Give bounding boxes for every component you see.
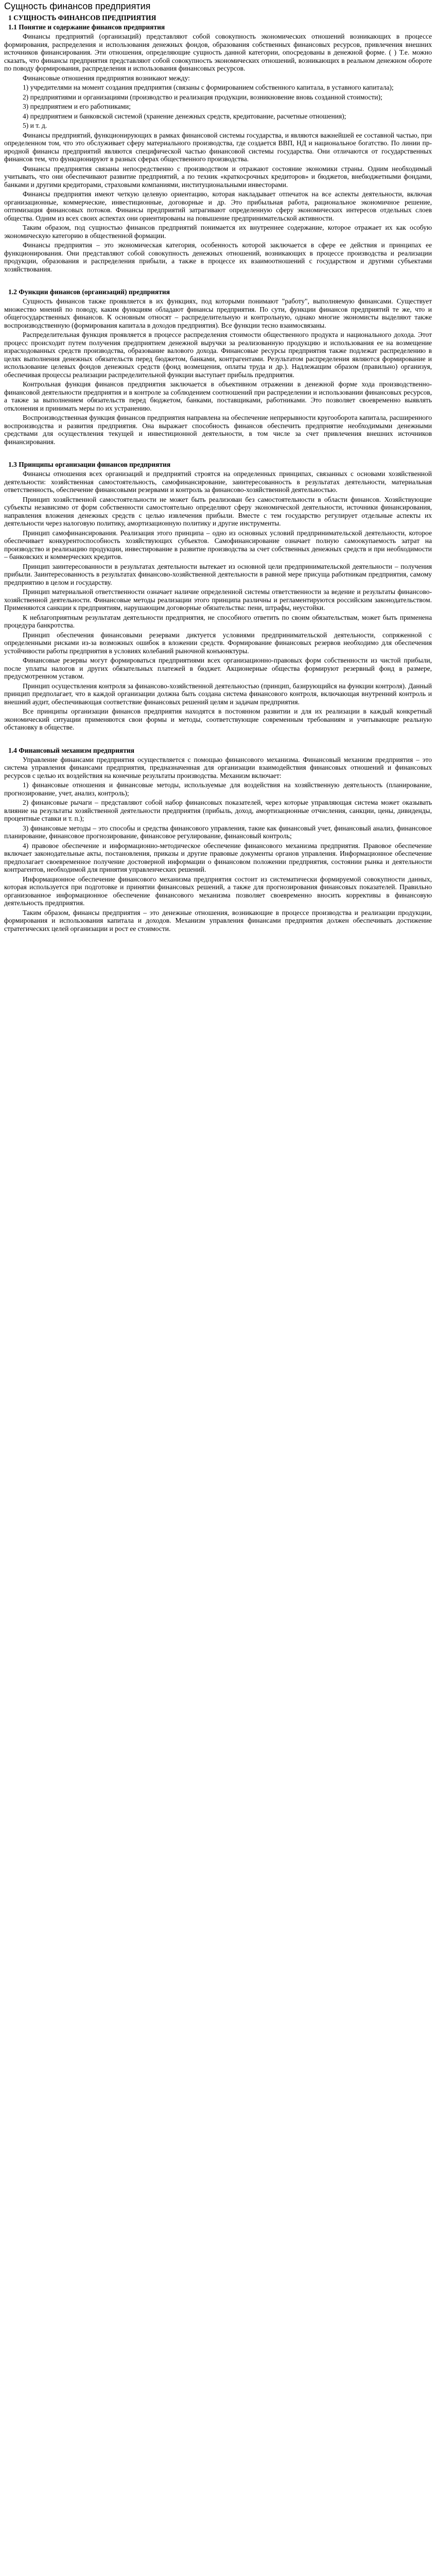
section-spacer — [4, 733, 432, 747]
section-heading: 1 СУЩНОСТЬ ФИНАНСОВ ПРЕДПРИЯТИЯ — [8, 14, 156, 22]
paragraph: Сущность финансов также проявляется в их функциях, под которыми понимают "работу", выполняемую финансами. Существует множество мнений по поводу, каким функциям обладают финансы предприятия. По сути, функции финансов предприятий те же, что и общегосударственных финансов. К основным относят – распределительную и контрольную, однако многие экономисты выделяют также воспроизводственную (формирования капитала в доходов предприятия). Все функции тесно взаимосвязаны. — [4, 297, 432, 329]
page-title: Сущность финансов предприятия — [4, 1, 151, 11]
paragraph: 1) учредителями на момент создания предприятия (связаны с формированием собственного капитала, в уставного капитала); — [23, 83, 394, 91]
paragraph: Финансы предприятия имеют четкую целевую ориентацию, которая накладывает отпечаток на все аспекты деятельности, включая организационные, коммерческие, инвестиционные, договорные и др. Это прибыльная работа, рациональное экономичное решение, оптимизация финансовых потоков. Финансы предприятий затрагивают определенную сферу экономических интересов отдельных слоев общества. Одним из всех своих аспектах они ориентированы на повышение предпринимательской активности. — [4, 190, 432, 222]
paragraph: 1) финансовые отношения и финансовые методы, используемые для воздействия на хозяйственную деятельность (планирование, прогнозирование, учет, анализ, контроль); — [4, 781, 432, 797]
section-heading: 1.2 Функции финансов (организаций) предприятия — [8, 288, 170, 296]
paragraph: Принцип обеспечения финансовыми резервами диктуется условиями предпринимательской деятельности, сопряженной с определенными рисками из-за возможных ошибок в вложении средств. Формирование финансовых резервов необходимо для обеспечения устойчивости работы предприятия в условиях колебаний рыночной конъюнктуры. — [4, 631, 432, 655]
section-heading: 1.4 Финансовый механизм предприятия — [8, 746, 134, 754]
paragraph: Распределительная функция проявляется в процессе распределения стоимости общественного продукта и национального дохода. Этот процесс происходит путем получения предприятием денежной выручки за реализованную продукцию и использования ее на возмещение израсходованных средств производства, образование валового дохода. Финансовые ресурсы предприятия также подлежат распределению в целях выполнения денежных обязательств перед бюджетом, банками, контрагентами. Результатом распределения являются формирование и использование целевых фондов денежных средств (фонд возмещения, оплаты труда и др.). Надлежащим образом (правильно) организуя, обеспечивая процессы реализации распределительной функции выступает прибыль предприятия. — [4, 331, 432, 379]
paragraph: Принцип осуществления контроля за финансово-хозяйственной деятельностью (принцип, базирующийся на функции контроля). Данный принцип предполагает, что в каждой организации должна быть создана система финансового контроля, включающая внутренний контроль и внешний аудит, обеспечивающая соответствие финансовых решений целям и задачам предприятия. — [4, 682, 432, 706]
paragraph: Контрольная функция финансов предприятия заключается в объективном отражении в денежной форме хода производственно-финансовой деятельности предприятия и в контроле за соблюдением соотношений при распределении и использовании финансовых ресурсов, а также за выполнением обязательств перед бюджетом, банками, поставщиками, работниками. Это позволяет своевременно выявлять отклонения и принимать меры по их устранению. — [4, 380, 432, 412]
paragraph: 4) правовое обеспечение и информационно-методическое обеспечение финансового механизма предприятия. Правовое обеспечение включает законодательные акты, постановления, приказы и другие правовые документы органов управления. Информационное обеспечение предполагает своевременное получение достоверной информации о финансовом положении предприятия, состоянии рынка и деятельности контрагентов, необходимой для принятия управленческих решений. — [4, 841, 432, 873]
paragraph: 4) предприятием и банковской системой (хранение денежных средств, кредитование, расчетные отношения); — [23, 112, 346, 120]
section-spacer — [4, 447, 432, 461]
paragraph: 2) предприятиями и организациями (производство и реализация продукции, возникновение вновь созданной стоимости); — [23, 93, 382, 101]
section-heading: 1.3 Принципы организации финансов предприятия — [8, 461, 171, 468]
paragraph: Воспроизводственная функция финансов предприятия направлена на обеспечение непрерывности кругооборота капитала, расширенного воспроизводства и развития предприятия. Она выражает способность финансов обеспечить предприятие необходимыми денежными средствами для осуществления текущей и инвестиционной деятельности, в том числе за счет привлечения внешних источников финансирования. — [4, 414, 432, 446]
paragraph: Финансы предприятий (организаций) представляют собой совокупность экономических отношений возникающих в процессе формирования, распределения и использования денежных фондов, образования собственных финансовых ресурсов, привлечения внешних источников финансирования. Эти отношения, определяющие сущность данной категории, опосредованы в денежной форме. ( ) Т.е. можно сказать, что финансы предприятия представляют собой совокупность экономических отношений, возникающих в реальном денежном обороте по поводу формирования, распределения и использования финансовых ресурсов. — [4, 32, 432, 72]
paragraph: Финансы предприятия – это экономическая категория, особенность которой заключается в сфере ее действия и принципах ее функционирования. Они представляют собой совокупность денежных отношений, возникающих в процессе производства и реализации продукции, образования и распределения прибыли, а также в процессе их взаимоотношений с государством и другими субъектами хозяйствования. — [4, 241, 432, 273]
document-content — [4, 14, 432, 933]
paragraph: Финансы отношения всех организаций и предприятий строятся на определенных принципах, связанных с основами хозяйственной деятельности: хозяйственная самостоятельность, самофинансирование, заинтересованность в результатах деятельности, материальная ответственность, обеспечение финансовыми резервами и контроль за финансово-хозяйственной деятельностью. — [4, 470, 432, 494]
paragraph: Все принципы организации финансов предприятия находятся в постоянном развитии и для их реализации в каждый конкретный экономический ситуации применяются свои формы и методы, соответствующие современным требованиям и учитывающие реальную обстановку в обществе. — [4, 707, 432, 731]
paragraph: Финансовые отношения предприятия возникают между: — [23, 74, 190, 82]
section-spacer — [4, 275, 432, 288]
paragraph: Принцип заинтересованности в результатах деятельности вытекает из основной цели предпринимательской деятельности – получения прибыли. Заинтересованность в результатах финансово-хозяйственной деятельности в равной мере присуща работникам предприятия, самому предприятию в целом и государству. — [4, 562, 432, 586]
paragraph: 3) предприятием и его работниками; — [23, 103, 131, 110]
paragraph: Принцип самофинансирования. Реализация этого принципа – одно из основных условий предпринимательской деятельности, которое обеспечивает конкурентоспособность хозяйствующих субъектов. Самофинансирование означает полную самоокупаемость затрат на производство и реализацию продукции, инвестирование в развитие производства за счет собственных денежных средств и при необходимости – банковских и коммерческих кредитов. — [4, 529, 432, 561]
paragraph: Финансовые резервы могут формироваться предприятиями всех организационно-правовых форм собственности из чистой прибыли, после уплаты налогов и других обязательных платежей в бюджет. Акционерные общества формируют резервный фонд в размере, предусмотренном уставом. — [4, 656, 432, 680]
paragraph: 5) и т. д. — [23, 122, 47, 129]
paragraph: Управление финансами предприятия осуществляется с помощью финансового механизма. Финансовый механизм предприятия – это система управления финансами предприятия, предназначенная для организации взаимодействия финансовых отношений и финансовых ресурсов с целью их воздействия на конечные результаты производства. Механизм включает: — [4, 755, 432, 779]
paragraph: Таким образом, под сущностью финансов предприятий понимается их внутреннее содержание, которое отражает их как особую экономическую категорию в общественной формации. — [4, 224, 432, 240]
paragraph: Принцип материальной ответственности означает наличие определенной системы ответственности за ведение и результаты финансово-хозяйственной деятельности. Финансовые методы реализации этого принципа различны и регламентируются российским законодательством. Применяются санкции к предприятиям, нарушающим договорные обязательства: пени, штрафы, неустойки. — [4, 588, 432, 612]
paragraph: 3) финансовые методы – это способы и средства финансового управления, такие как финансовый учет, финансовый анализ, финансовое планирование, финансовое прогнозирование, финансовое регулирование, финансовый контроль; — [4, 824, 432, 840]
paragraph: Таким образом, финансы предприятия – это денежные отношения, возникающие в процессе производства и реализации продукции, формирования и использования капитала и доходов. Механизм управления финансами предприятия должен обеспечивать достижение стратегических целей организации и рост ее стоимости. — [4, 908, 432, 933]
paragraph: К неблагоприятным результатам деятельности предприятия, не способного ответить по своим обязательствам, может быть применена процедура банкротства. — [4, 613, 432, 629]
section-heading: 1.1 Понятие и содержание финансов предприятия — [8, 23, 165, 31]
paragraph: Информационное обеспечение финансового механизма предприятия состоит из систематически формируемой совокупности данных, которая используется при подготовке и принятии финансовых решений, а также для прогнозирования финансовых показателей. Правильно организованное информационное обеспечение финансового механизма позволяет своевременно вносить коррективы в финансовую деятельность предприятия. — [4, 875, 432, 907]
paragraph: 2) финансовые рычаги – представляют собой набор финансовых показателей, через которые управляющая система может оказывать влияние на результаты хозяйственной деятельности предприятия (прибыль, доход, амортизационные отчисления, санкции, цены, дивиденды, процентные ставки и т. п.); — [4, 799, 432, 822]
paragraph: Принцип хозяйственной самостоятельности не может быть реализован без самостоятельности в области финансов. Хозяйствующие субъекты независимо от форм собственности самостоятельно определяют сферу экономической деятельности, источники финансирования, направления вложения денежных средств с целью извлечения прибыли. Вместе с тем государство регулирует отдельные аспекты их деятельности через налоговую политику, амортизационную политику и другие инструменты. — [4, 495, 432, 527]
paragraph: Финансы предприятий, функционирующих в рамках финансовой системы государства, и являются важнейшей ее составной частью, при определенном том, что это обслуживает сферу материального производства, где создается ВВП, НД и национальное богатство. По линии природной финансы предприятий являются специфической частью финансовой системы государства. Они отличаются от государственных финансов тем, что функционируют в разных сферах общественного производства. — [4, 131, 432, 163]
paragraph: Финансы предприятия связаны непосредственно с производством и отражают состояние экономики страны. Одним необходимый учитывать, что они обеспечивают развитие предприятий, а по техник «краткосрочных кредиторов» и бюджетов, внебюджетными фондами, банками и другими кредиторами, страховыми компаниями, институциональными инвесторами. — [4, 164, 432, 189]
document-body — [0, 0, 436, 944]
